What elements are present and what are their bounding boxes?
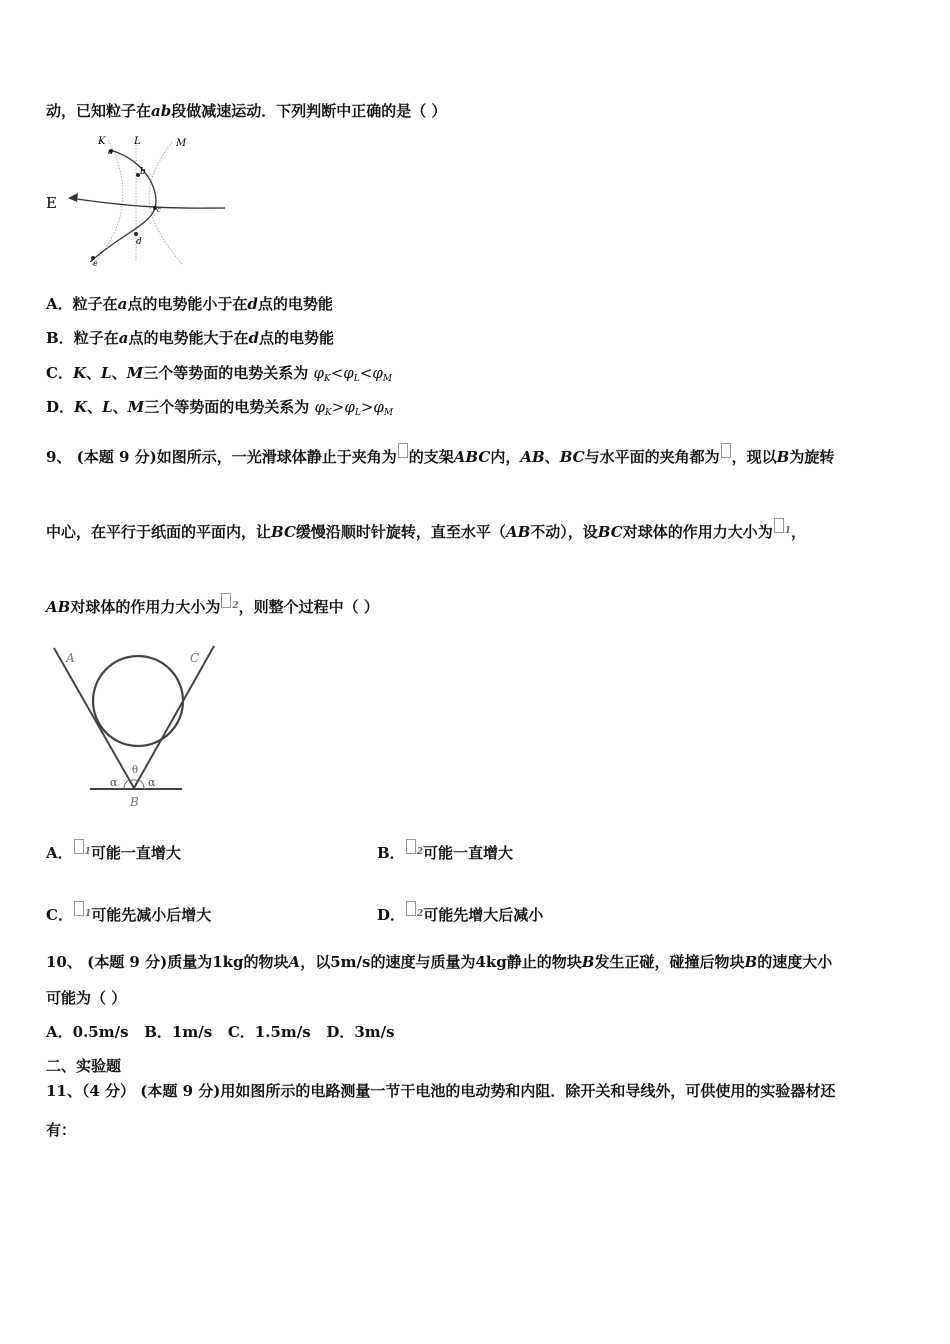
q9-bracket-figure [44,640,224,815]
q8-option-c: C．K、L、M三个等势面的电势关系为 $\varphi_K<\varphi_L<\varphi_M$ [46,364,393,384]
missing-symbol [398,443,408,458]
label-alpha-left: α [110,776,118,789]
missing-symbol [74,839,84,854]
q10-line-2: 可能为（ ） [46,989,127,1007]
phi-relation: $\varphi_K>\varphi_L>\varphi_M$ [314,398,394,418]
q10-options: A．0.5m/s B．1m/s C．1.5m/s D．3m/s [46,1023,395,1041]
point-d [134,232,138,236]
label-A: A [66,651,75,665]
q9-option-a: A． $^1$可能一直增大 [46,839,181,863]
missing-symbol [721,443,731,458]
arm-AB [54,648,134,788]
missing-symbol [74,901,84,916]
q9-option-d: D． $^2$可能先增大后减小 [377,901,543,925]
label-E: E [46,194,57,212]
angle-arc-left [124,780,129,789]
q8-option-d: D．K、L、M三个等势面的电势关系为 $\varphi_K>\varphi_L>\varphi_M$ [46,398,394,418]
field-arrow [68,193,78,202]
q8-intro: 动，已知粒子在ab段做减速运动．下列判断中正确的是（ ） [46,102,447,120]
q9-line-1: 9、 (本题 9 分)如图所示，一光滑球体静止于夹角为 的支架ABC内，AB、BC与水平面的夹角都为 ，现以B为旋转 [46,443,834,467]
missing-symbol [406,901,416,916]
arm-BC [134,646,214,788]
label-a: a [108,147,113,156]
label-B: B [130,795,139,809]
label-K: K [98,136,106,147]
missing-symbol [774,518,784,533]
missing-symbol [406,839,416,854]
label-L: L [134,136,141,147]
q8-option-b: B．粒子在a点的电势能大于在d点的电势能 [46,329,334,347]
section-title: 二、实验题 [46,1057,122,1075]
phi-relation: $\varphi_K<\varphi_L<\varphi_M$ [313,364,393,384]
q8-option-a: A．粒子在a点的电势能小于在d点的电势能 [46,295,333,313]
label-alpha-right: α [148,776,156,789]
surface-M [149,142,182,264]
q8-equipotential-figure [40,130,240,270]
label-theta: θ [132,765,139,776]
missing-symbol [221,593,231,608]
q10-line-1: 10、 (本题 9 分)质量为1kg的物块A，以5m/s的速度与质量为4kg静止的物块B发生正碰，碰撞后物块B的速度大小 [46,953,833,971]
label-M: M [176,138,187,149]
q11-line-1: 11、（4 分） (本题 9 分)用如图所示的电路测量一节干电池的电动势和内阻．除开关和导线外，可供使用的实验器材还 [46,1082,836,1100]
q9-line-2: 中心，在平行于纸面的平面内，让BC缓慢沿顺时针旋转，直至水平（AB不动），设BC对球体的作用力大小为 $^1$， [46,518,806,542]
field-line-E [70,198,225,208]
angle-arc-right [139,780,144,789]
q11-line-2: 有： [46,1121,77,1139]
label-C: C [190,651,200,665]
angle-arc-theta [130,780,138,781]
label-d: d [136,237,142,247]
label-b: b [140,167,146,177]
q9-line-3: AB对球体的作用力大小为 $^2$，则整个过程中（ ） [46,593,379,617]
q9-option-b: B． $^2$可能一直增大 [377,839,513,863]
label-c: c [157,206,161,214]
q9-option-c: C． $^1$可能先减小后增大 [46,901,211,925]
ball [93,656,183,746]
label-e: e [93,259,98,268]
